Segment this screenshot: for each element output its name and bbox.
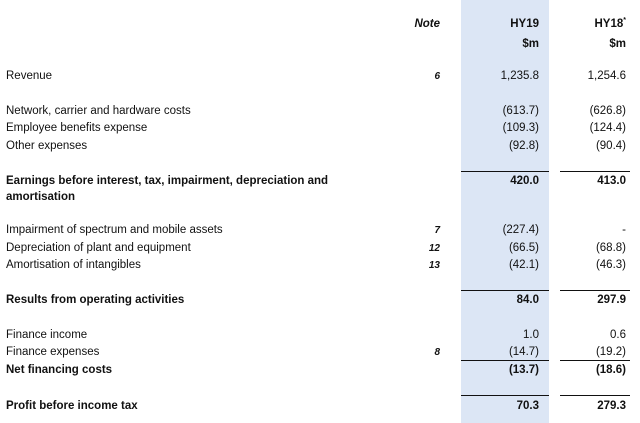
row-hy19-ebitda: 420.0 xyxy=(510,175,539,187)
hy18-column-header xyxy=(560,17,626,31)
profit-rule-hy18 xyxy=(560,395,630,396)
hy18-unit-header: $m xyxy=(609,38,626,50)
profit-rule-hy19 xyxy=(461,395,549,396)
row-hy19-finance-income: 1.0 xyxy=(523,329,539,341)
row-label-revenue: Revenue xyxy=(6,70,53,82)
row-label-amortisation: Amortisation of intangibles xyxy=(6,259,141,271)
row-label-finance-income: Finance income xyxy=(6,329,88,341)
row-hy19-impairment: (227.4) xyxy=(502,224,539,236)
hy18-label: HY18 xyxy=(594,18,624,30)
row-hy18-employee-benefits: (124.4) xyxy=(589,122,626,134)
row-hy18-revenue: 1,254.6 xyxy=(587,70,626,82)
row-label-ebitda: Earnings before interest, tax, impairment, depreciation and xyxy=(6,175,329,187)
row-note-impairment: 7 xyxy=(434,225,440,236)
row-label-net-financing: Net financing costs xyxy=(6,364,113,376)
row-label-operating-results: Results from operating activities xyxy=(6,294,185,306)
row-hy19-other-expenses: (92.8) xyxy=(508,140,539,152)
ebitda-rule-hy18 xyxy=(560,171,630,172)
row-note-finance-expenses: 8 xyxy=(434,347,440,358)
row-hy18-other-expenses: (90.4) xyxy=(595,140,626,152)
operating-rule-hy19 xyxy=(461,290,549,291)
row-hy19-profit-before-tax: 70.3 xyxy=(516,400,539,412)
row-hy18-net-financing: (18.6) xyxy=(595,364,626,376)
row-label-other-expenses: Other expenses xyxy=(6,140,88,152)
hy18-footnote-marker: * xyxy=(623,17,626,25)
row-hy19-depreciation: (66.5) xyxy=(508,242,539,254)
row-hy19-employee-benefits: (109.3) xyxy=(502,122,539,134)
row-label-finance-expenses: Finance expenses xyxy=(6,346,100,358)
row-hy19-operating-results: 84.0 xyxy=(516,294,539,306)
row-label-depreciation: Depreciation of plant and equipment xyxy=(6,242,191,254)
row-hy18-operating-results: 297.9 xyxy=(597,294,626,306)
row-hy18-network-costs: (626.8) xyxy=(589,105,626,117)
row-label-employee-benefits: Employee benefits expense xyxy=(6,122,148,134)
row-hy18-finance-income: 0.6 xyxy=(610,329,626,341)
row-note-revenue: 6 xyxy=(434,71,440,82)
row-hy18-finance-expenses: (19.2) xyxy=(595,346,626,358)
row-hy18-amortisation: (46.3) xyxy=(595,259,626,271)
row-hy18-depreciation: (68.8) xyxy=(595,242,626,254)
row-hy19-amortisation: (42.1) xyxy=(508,259,539,271)
row-hy19-revenue: 1,235.8 xyxy=(500,70,539,82)
row-label-profit-before-tax: Profit before income tax xyxy=(6,400,138,412)
row-note-depreciation: 12 xyxy=(428,243,440,254)
row-note-amortisation: 13 xyxy=(428,260,440,271)
hy19-unit-header: $m xyxy=(522,38,539,50)
row-hy18-impairment: - xyxy=(622,224,626,236)
finance-rule-hy18 xyxy=(560,360,630,361)
finance-rule-hy19 xyxy=(461,360,549,361)
operating-rule-hy18 xyxy=(560,290,630,291)
row-label-ebitda-cont: amortisation xyxy=(6,191,76,203)
note-column-header: Note xyxy=(414,18,440,30)
row-label-network-costs: Network, carrier and hardware costs xyxy=(6,105,191,117)
hy19-column-header: HY19 xyxy=(510,18,539,30)
row-hy19-net-financing: (13.7) xyxy=(508,364,539,376)
row-hy19-finance-expenses: (14.7) xyxy=(508,346,539,358)
ebitda-rule-hy19 xyxy=(461,171,549,172)
row-hy19-network-costs: (613.7) xyxy=(502,105,539,117)
row-hy18-ebitda: 413.0 xyxy=(597,175,626,187)
row-label-impairment: Impairment of spectrum and mobile assets xyxy=(6,224,223,236)
row-hy18-profit-before-tax: 279.3 xyxy=(597,400,626,412)
